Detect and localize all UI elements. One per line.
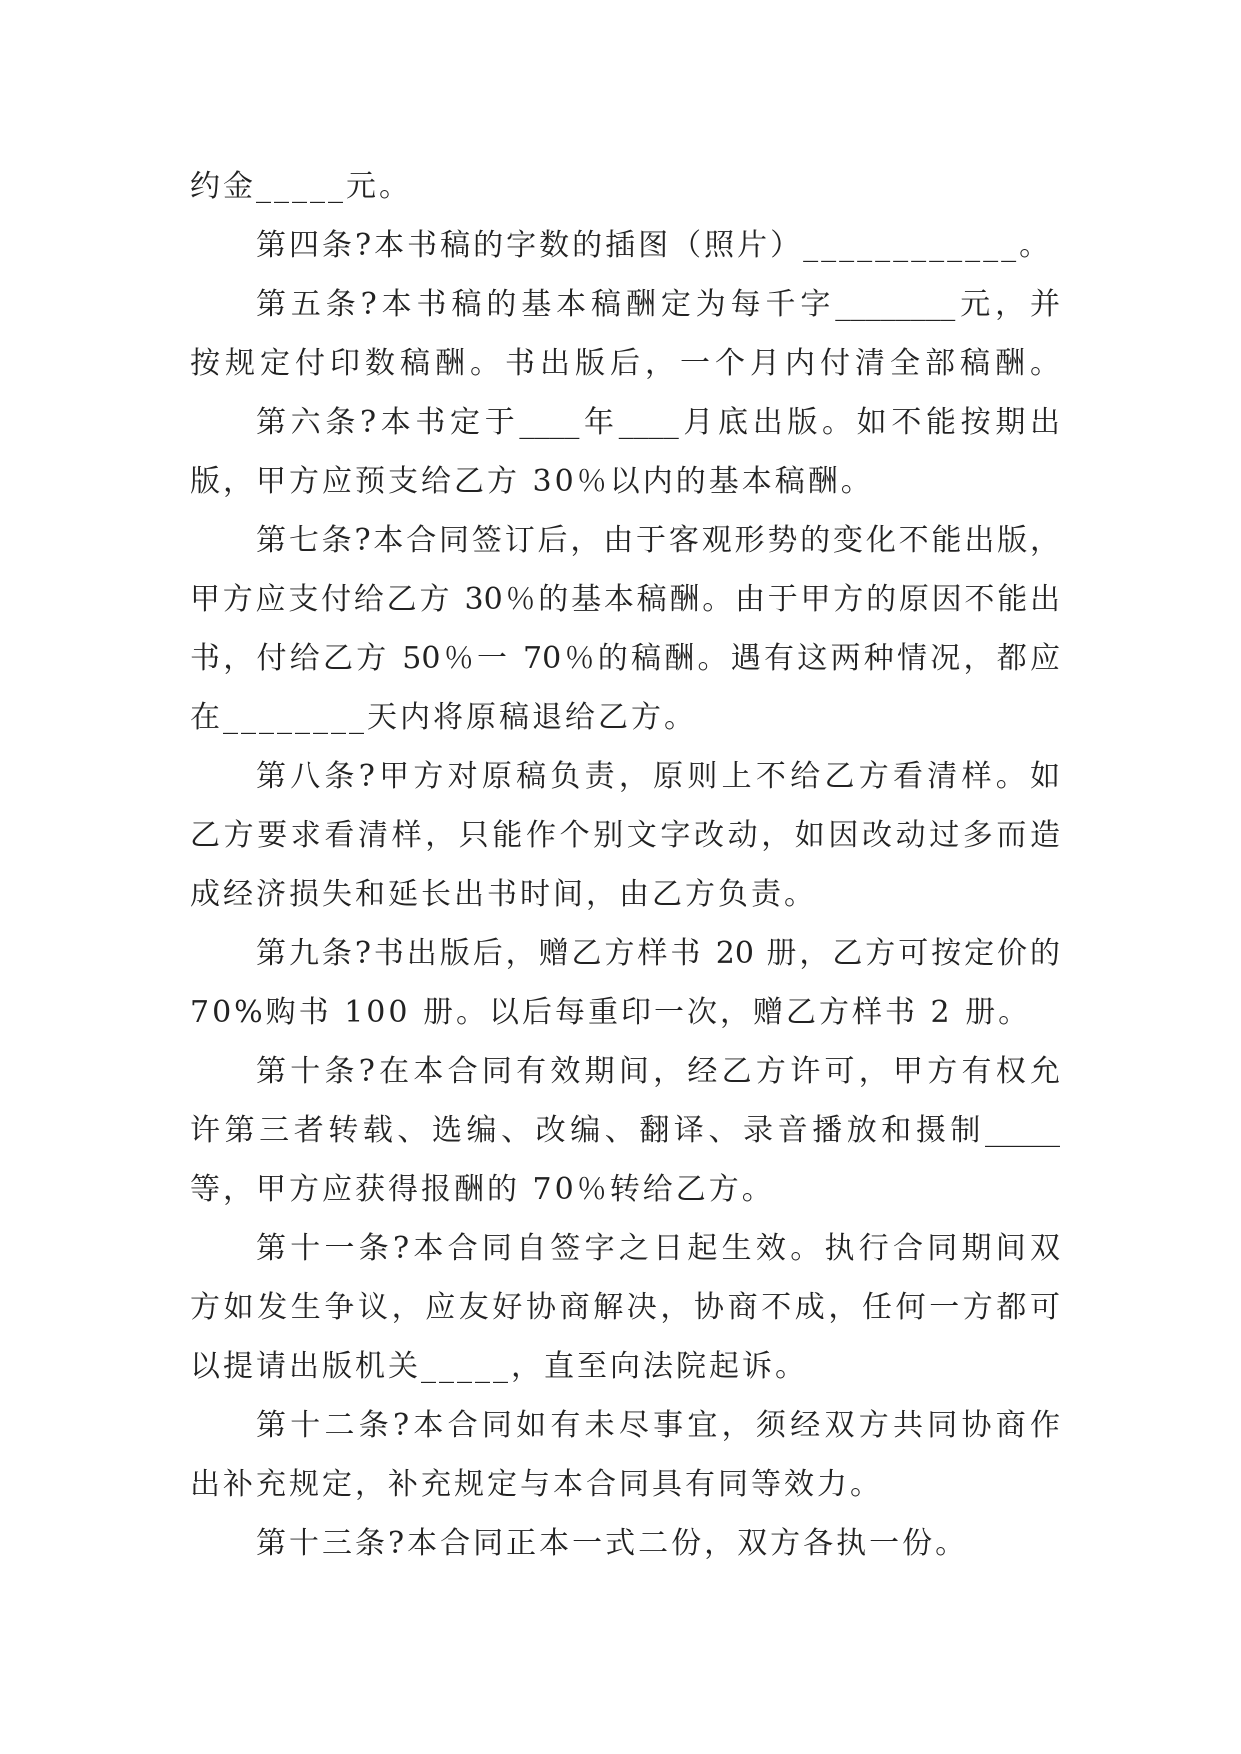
text-line: 许第三者转载、选编、改编、翻译、录音播放和摄制_____: [190, 1113, 1060, 1148]
clause-9: 第九条?书出版后，赠乙方样书 20 册，乙方可按定价的: [256, 936, 1060, 971]
text-line: 70%购书 100 册。以后每重印一次，赠乙方样书 2 册。: [190, 995, 1032, 1030]
clause-13: 第十三条?本合同正本一式二份，双方各执一份。: [256, 1526, 969, 1561]
text-line: 按规定付印数稿酬。书出版后，一个月内付清全部稿酬。: [190, 346, 1060, 381]
text-line: 方如发生争议，应友好协商解决，协商不成，任何一方都可: [190, 1290, 1060, 1325]
clause-11: 第十一条?本合同自签字之日起生效。执行合同期间双: [256, 1231, 1060, 1266]
text-line: 甲方应支付给乙方 30％的基本稿酬。由于甲方的原因不能出: [190, 582, 1060, 617]
text-line: 在________天内将原稿退给乙方。: [190, 700, 697, 735]
text-line: 版，甲方应预支给乙方 30％以内的基本稿酬。: [190, 464, 874, 499]
clause-6: 第六条?本书定于____年____月底出版。如不能按期出: [256, 405, 1060, 440]
clause-7: 第七条?本合同签订后，由于客观形势的变化不能出版，: [256, 523, 1060, 558]
text-line: 等，甲方应获得报酬的 70％转给乙方。: [190, 1172, 775, 1207]
clause-4: 第四条?本书稿的字数的插图（照片）____________。: [256, 228, 1053, 263]
clause-8: 第八条?甲方对原稿负责，原则上不给乙方看清样。如: [256, 759, 1060, 794]
clause-12: 第十二条?本合同如有未尽事宜，须经双方共同协商作: [256, 1408, 1060, 1443]
clause-10: 第十条?在本合同有效期间，经乙方许可，甲方有权允: [256, 1054, 1060, 1089]
text-line: 以提请出版机关_____，直至向法院起诉。: [190, 1349, 808, 1384]
clause-5: 第五条?本书稿的基本稿酬定为每千字________元，并: [256, 287, 1060, 322]
text-line: 约金_____元。: [190, 169, 412, 204]
text-line: 成经济损失和延长出书时间，由乙方负责。: [190, 877, 817, 912]
text-line: 书，付给乙方 50％一 70％的稿酬。遇有这两种情况，都应: [190, 641, 1060, 676]
text-line: 出补充规定，补充规定与本合同具有同等效力。: [190, 1467, 883, 1502]
text-line: 乙方要求看清样，只能作个别文字改动，如因改动过多而造: [190, 818, 1060, 853]
